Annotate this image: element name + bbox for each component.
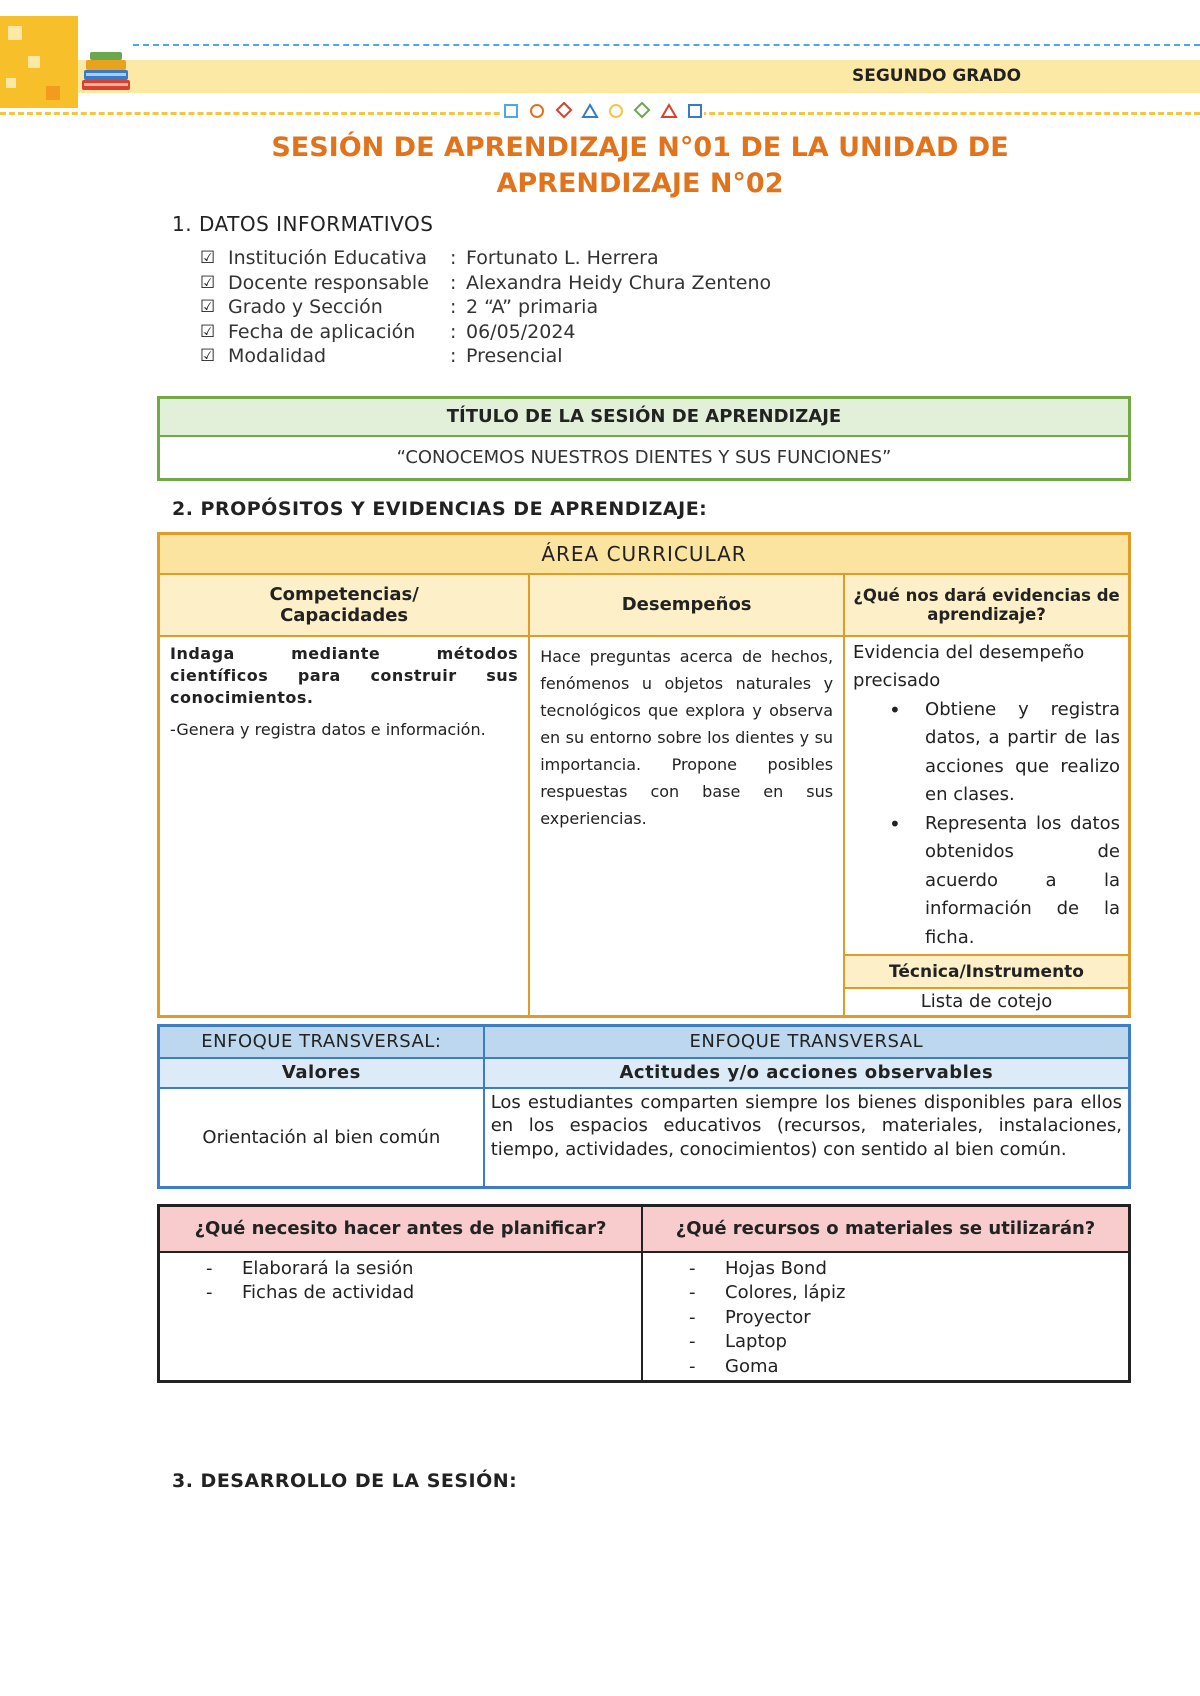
section-3-heading: 3. DESARROLLO DE LA SESIÓN: [172,1470,518,1492]
planning-list-1 [159,1252,643,1382]
info-label: Grado y Sección [228,296,383,318]
evidencia-intro: Evidencia del desempeño precisado [853,641,1085,691]
actitud-cell: Los estudiantes comparten siempre los bienes disponibles para ellos en los espacios educativos (recursos, materiales, instalaciones, tiempo, actividades, conocimientos) con sentido al bien común. [484,1088,1130,1188]
info-value: Fortunato L. Herrera [466,247,659,269]
competencia-text: Indaga mediante métodos científicos para construir sus conocimientos. [170,643,519,707]
competencias-header: Competencias/ Capacidades [159,574,530,636]
planning-header-2: ¿Qué recursos o materiales se utilizarán? [642,1206,1130,1252]
list-item: - Proyector [689,1306,811,1328]
planning-list-2 [642,1252,1130,1382]
capacidad-text: -Genera y registra datos e información. [170,719,486,739]
desempeno-cell: Hace preguntas acerca de hechos, fenómenos u objetos naturales y tecnológicos que explora y observa en su entorno sobre los dientes y su importancia. Propone posibles respuestas con base en sus experiencias. [529,636,844,1017]
info-value: 06/05/2024 [466,320,576,343]
list-item: - Hojas Bond [689,1257,827,1279]
title-line-2: APRENDIZAJE N°02 [496,168,784,199]
info-row: ☑ Institución Educativa : Fortunato L. Herrera [200,247,659,269]
info-row: ☑ Modalidad : Presencial [200,345,563,367]
books-icon [78,50,134,96]
evidencia-cell [844,636,1129,956]
section-1-heading: 1. DATOS INFORMATIVOS [172,212,434,236]
area-header: ÁREA CURRICULAR [159,534,1130,574]
header-dashed-line-top [133,44,1200,46]
evidencia-list [877,696,1120,953]
title-line-1: SESIÓN DE APRENDIZAJE N°01 DE LA UNIDAD DE [271,132,1009,163]
info-value: Presencial [466,345,563,367]
grade-label: SEGUNDO GRADO [852,66,1022,86]
info-row: ☑ Fecha de aplicación : 06/05/2024 [200,320,576,343]
tecnica-value: Lista de cotejo [844,988,1129,1016]
actitudes-header: Actitudes y/o acciones observables [484,1058,1130,1088]
enfoque-table [157,1024,1131,1189]
desempenos-header: Desempeños [529,574,844,636]
list-item: - Elaborará la sesión [206,1257,414,1279]
info-row: ☑ Grado y Sección : 2 “A” primaria [200,296,599,318]
checkbox-icon: ☑ [200,297,216,317]
session-title-value: “CONOCEMOS NUESTROS DIENTES Y SUS FUNCIONES” [159,436,1130,480]
checkbox-icon: ☑ [200,272,216,293]
session-title-header: TÍTULO DE LA SESIÓN DE APRENDIZAJE [159,398,1130,436]
planning-table [157,1204,1131,1383]
shapes-icon [502,102,704,120]
evidencias-header: ¿Qué nos dará evidencias de aprendizaje? [844,574,1129,636]
list-item: • Representa los datos obtenidos de acuerdo a la información de la ficha. [877,810,1120,953]
list-item: - Goma [689,1355,779,1377]
valor-cell: Orientación al bien común [159,1088,484,1188]
info-label: Fecha de aplicación [228,320,416,343]
info-label: Docente responsable [228,271,429,294]
checkbox-icon: ☑ [200,248,216,268]
session-title-table [157,396,1131,481]
checkbox-icon: ☑ [200,346,216,366]
header-logo-squares [0,16,78,108]
section-2-heading: 2. PROPÓSITOS Y EVIDENCIAS DE APRENDIZAJE: [172,498,708,520]
planning-header-1: ¿Qué necesito hacer antes de planificar? [159,1206,643,1252]
header-band [78,60,1200,93]
info-list [200,246,771,369]
list-item: • Obtiene y registra datos, a partir de las acciones que realizo en clases. [877,696,1120,810]
enfoque-header-1: ENFOQUE TRANSVERSAL: [159,1026,484,1058]
list-item: - Laptop [689,1331,787,1352]
list-item: - Fichas de actividad [206,1282,415,1303]
info-value: Alexandra Heidy Chura Zenteno [466,271,772,294]
area-curricular-table [157,532,1131,1018]
info-label: Institución Educativa [228,247,428,269]
enfoque-header-2: ENFOQUE TRANSVERSAL [484,1026,1130,1058]
info-label: Modalidad [228,345,327,367]
competencia-cell [159,636,530,1017]
valores-header: Valores [159,1058,484,1088]
tecnica-header: Técnica/Instrumento [844,955,1129,988]
info-value: 2 “A” primaria [466,296,599,318]
info-row: ☑ Docente responsable : Alexandra Heidy Chura Zenteno [200,271,772,294]
page-title [160,130,1120,202]
list-item: - Colores, lápiz [689,1282,846,1303]
checkbox-icon: ☑ [200,321,216,342]
